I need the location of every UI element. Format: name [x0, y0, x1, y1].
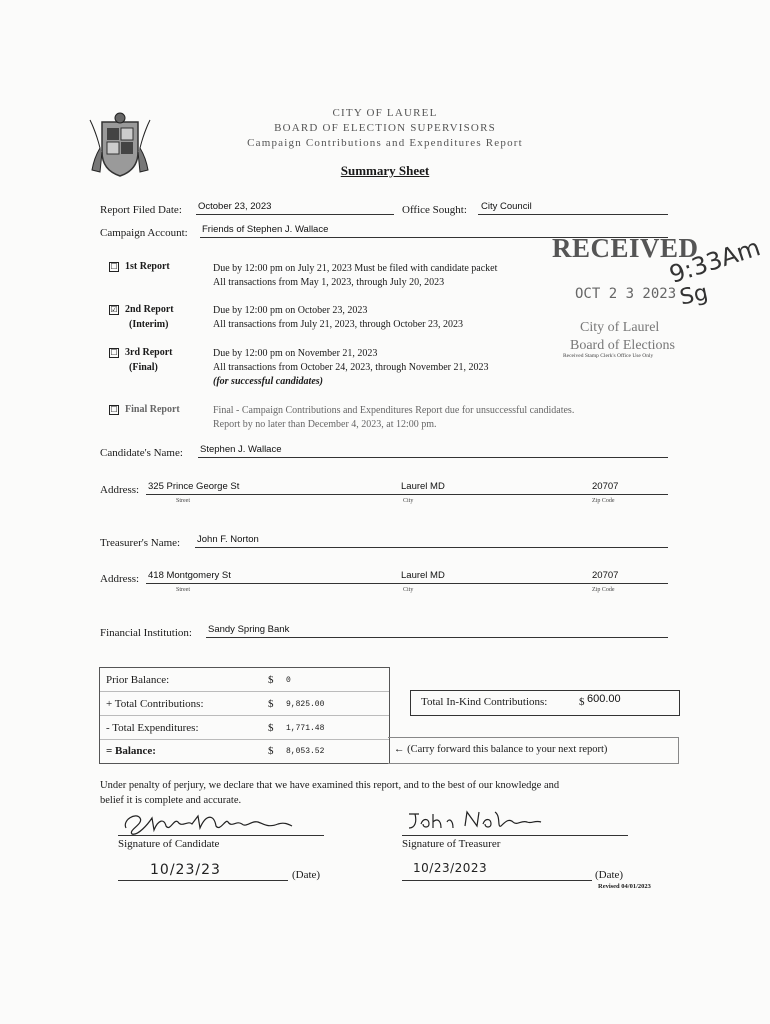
report-1st-checkbox[interactable]: ☐	[110, 262, 118, 271]
report-2nd-checkbox[interactable]: ☑	[110, 305, 118, 314]
office-value[interactable]: City Council	[481, 201, 532, 212]
campaign-value[interactable]: Friends of Stephen J. Wallace	[202, 224, 329, 235]
revised-note: Revised 04/01/2023	[598, 883, 651, 890]
candidate-street-sublabel: Street	[176, 498, 190, 504]
treasurer-name-label: Treasurer's Name:	[100, 537, 181, 549]
candidate-signature	[118, 806, 298, 836]
perjury-line2: belief it is complete and accurate.	[100, 795, 242, 806]
report-3rd-line1: Due by 12:00 pm on November 21, 2023	[213, 348, 378, 359]
header-city: CITY OF LAUREL	[332, 107, 438, 119]
report-1st-line1: Due by 12:00 pm on July 21, 2023 Must be filed with candidate packet	[213, 263, 498, 274]
stamp-date: OCT 2 3 2023	[575, 286, 677, 302]
candidate-date-line	[118, 880, 288, 881]
treasurer-date-value[interactable]: 10/23/2023	[413, 861, 488, 875]
financial-line	[206, 637, 668, 638]
treasurer-name-value[interactable]: John F. Norton	[197, 534, 259, 545]
report-final-line2: Report by no later than December 4, 2023, at 12:00 pm.	[213, 419, 437, 430]
total-contributions-dollar: $	[268, 698, 274, 710]
report-filed-value[interactable]: October 23, 2023	[198, 201, 272, 212]
report-2nd-line2: All transactions from July 21, 2023, through October 23, 2023	[213, 319, 463, 330]
inkind-box	[410, 690, 680, 716]
stamp-note: Received Stamp Clerk's Office Use Only	[563, 353, 654, 359]
candidate-name-value[interactable]: Stephen J. Wallace	[200, 444, 282, 455]
candidate-address-label: Address:	[100, 484, 140, 496]
treasurer-address-label: Address:	[100, 573, 140, 585]
report-1st-title: 1st Report	[125, 261, 170, 272]
report-final-checkbox[interactable]: ☐	[110, 405, 118, 414]
candidate-address-line	[146, 494, 668, 495]
financial-label: Financial Institution:	[100, 627, 192, 639]
treasurer-zip-sublabel: Zip Code	[592, 587, 615, 593]
candidate-city-sublabel: City	[403, 498, 414, 504]
report-2nd-subtitle: (Interim)	[129, 319, 169, 330]
stamp-received-text: RECEIVED	[552, 233, 699, 263]
balance-label: = Balance:	[106, 745, 156, 757]
stamp-initials: Sg	[677, 280, 711, 311]
carry-forward-note: ← (Carry forward this balance to your next report)	[394, 744, 608, 755]
carry-forward-box	[388, 737, 679, 764]
candidate-signature-label: Signature of Candidate	[118, 838, 220, 850]
stamp-board: Board of Elections	[570, 338, 675, 353]
report-3rd-title: 3rd Report	[125, 347, 173, 358]
perjury-line1: Under penalty of perjury, we declare that we have examined this report, and to the best of our knowledge and	[100, 780, 560, 791]
report-3rd-subtitle: (Final)	[129, 362, 158, 373]
treasurer-city[interactable]: Laurel MD	[401, 570, 445, 581]
report-1st-line2: All transactions from May 1, 2023, through July 20, 2023	[213, 277, 445, 288]
candidate-street[interactable]: 325 Prince George St	[148, 481, 240, 492]
stamp-city: City of Laurel	[580, 320, 660, 335]
balance-value[interactable]: 8,053.52	[286, 747, 325, 756]
treasurer-signature-line	[402, 835, 628, 836]
treasurer-signature	[405, 806, 555, 834]
office-line	[478, 214, 668, 215]
header-board: BOARD OF ELECTION SUPERVISORS	[274, 122, 496, 134]
total-contributions-label: + Total Contributions:	[106, 698, 204, 710]
prior-balance-dollar: $	[268, 674, 274, 686]
report-final-title: Final Report	[125, 404, 180, 415]
treasurer-address-line	[146, 583, 668, 584]
page-title: Summary Sheet	[340, 163, 430, 178]
candidate-zip-sublabel: Zip Code	[592, 498, 615, 504]
inkind-value[interactable]: 600.00	[587, 693, 621, 705]
campaign-label: Campaign Account:	[100, 227, 188, 239]
inkind-dollar: $	[579, 696, 585, 708]
treasurer-street[interactable]: 418 Montgomery St	[148, 570, 231, 581]
treasurer-signature-label: Signature of Treasurer	[402, 838, 501, 850]
prior-balance-value[interactable]: 0	[286, 676, 291, 685]
report-final-line1: Final - Campaign Contributions and Expenditures Report due for unsuccessful candidates.	[213, 405, 575, 416]
total-expenditures-label: - Total Expenditures:	[106, 722, 199, 734]
balance-dollar: $	[268, 745, 274, 757]
received-stamp	[540, 233, 764, 373]
candidate-date-value[interactable]: 10/23/23	[150, 862, 221, 878]
total-expenditures-value[interactable]: 1,771.48	[286, 724, 325, 733]
stamp-handwritten-time: 9:33Am	[665, 233, 764, 289]
treasurer-zip[interactable]: 20707	[592, 570, 619, 581]
report-filed-label: Report Filed Date:	[100, 204, 182, 216]
treasurer-street-sublabel: Street	[176, 587, 190, 593]
balance-table	[99, 667, 390, 764]
financial-value[interactable]: Sandy Spring Bank	[208, 624, 290, 635]
report-2nd-title: 2nd Report	[125, 304, 174, 315]
report-3rd-checkbox[interactable]: ☐	[110, 348, 118, 357]
total-expenditures-dollar: $	[268, 722, 274, 734]
report-3rd-line2: All transactions from October 24, 2023, through November 21, 2023	[213, 362, 489, 373]
candidate-name-line	[198, 457, 668, 458]
treasurer-date-line	[402, 880, 592, 881]
candidate-signature-line	[118, 835, 324, 836]
total-contributions-value[interactable]: 9,825.00	[286, 700, 325, 709]
report-filed-line	[196, 214, 394, 215]
office-label: Office Sought:	[402, 204, 467, 216]
candidate-name-label: Candidate's Name:	[100, 447, 183, 459]
treasurer-city-sublabel: City	[403, 587, 414, 593]
report-3rd-line3: (for successful candidates)	[213, 376, 323, 387]
treasurer-date-label: (Date)	[595, 869, 624, 881]
report-2nd-line1: Due by 12:00 pm on October 23, 2023	[213, 305, 368, 316]
prior-balance-label: Prior Balance:	[106, 674, 170, 686]
candidate-date-label: (Date)	[292, 869, 321, 881]
candidate-city[interactable]: Laurel MD	[401, 481, 445, 492]
header-subtitle: Campaign Contributions and Expenditures Report	[247, 137, 523, 149]
candidate-zip[interactable]: 20707	[592, 481, 619, 492]
inkind-label: Total In-Kind Contributions:	[421, 696, 548, 708]
treasurer-name-line	[195, 547, 668, 548]
